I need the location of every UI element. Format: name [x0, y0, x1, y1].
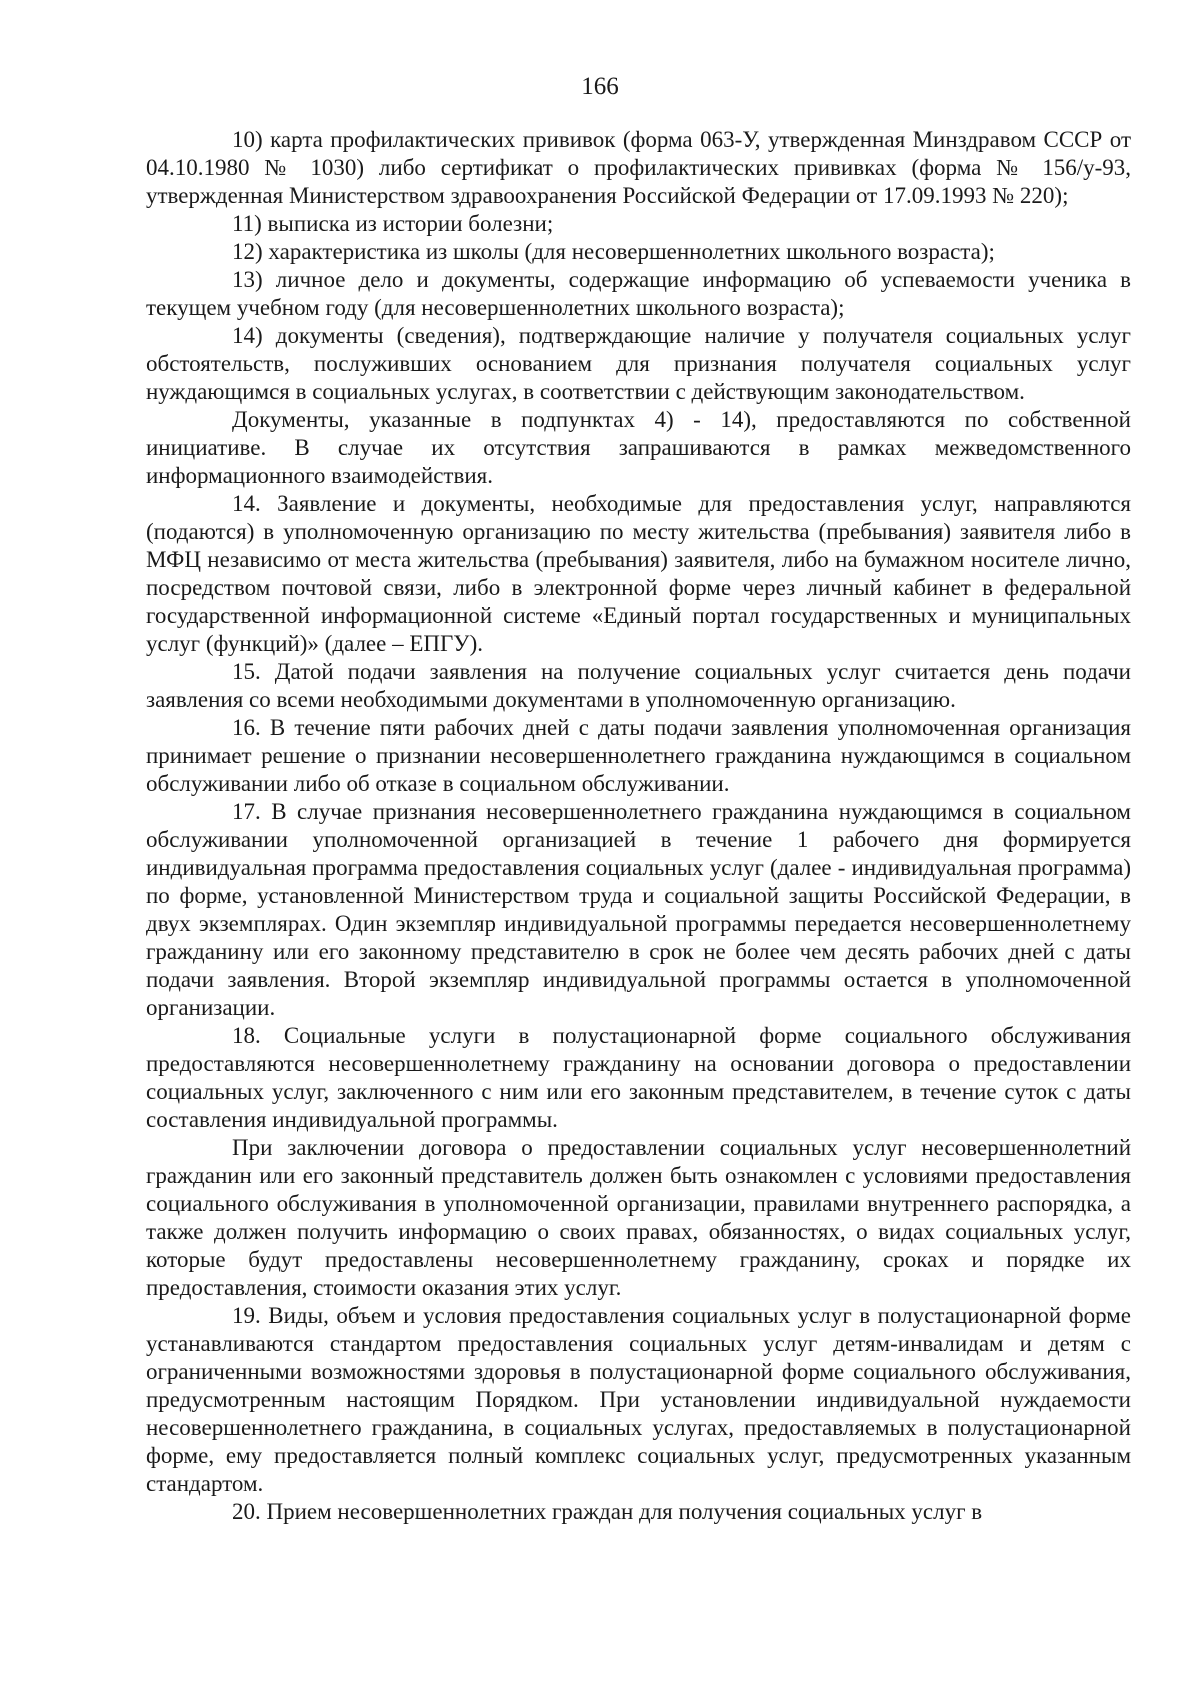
paragraph-clause-16: 16. В течение пяти рабочих дней с даты подачи заявления уполномоченная организация принимает решение о признании несовершеннолетнего гражданина нуждающимся в социальном обслуживании либо об отказе в социальном обслуживании. — [146, 715, 1131, 796]
page-number: 166 — [581, 73, 619, 100]
paragraph-item-11: 11) выписка из истории болезни; — [232, 211, 554, 236]
paragraph-item-12: 12) характеристика из школы (для несовершеннолетних школьного возраста); — [232, 239, 995, 264]
paragraph-clause-18: 18. Социальные услуги в полустационарной форме социального обслуживания предоставляются несовершеннолетнему гражданину на основании договора о предоставлении социальных услуг, заключенного с ним или его законным представителем, в течение суток с даты составления индивидуальной программы. — [146, 1023, 1131, 1132]
paragraph-clause-19: 19. Виды, объем и условия предоставления социальных услуг в полустационарной форме устанавливаются стандартом предоставления социальных услуг детям-инвалидам и детям с ограниченными возможностями здоровья в полустационарной форме социального обслуживания, предусмотренным настоящим Порядком. При установлении индивидуальной нуждаемости несовершеннолетнего гражданина, в социальных услугах, предоставляемых в полустационарной форме, ему предоставляется полный комплекс социальных услуг, предусмотренных указанным стандартом. — [146, 1303, 1131, 1496]
paragraph-documents-note: Документы, указанные в подпунктах 4) - 14), предоставляются по собственной инициативе. В случае их отсутствия запрашиваются в рамках межведомственного информационного взаимодействия. — [146, 407, 1131, 488]
paragraph-item-13: 13) личное дело и документы, содержащие информацию об успеваемости ученика в текущем учебном году (для несовершеннолетних школьного возраста); — [146, 267, 1131, 320]
paragraph-item-14: 14) документы (сведения), подтверждающие наличие у получателя социальных услуг обстоятельств, послуживших основанием для признания получателя социальных услуг нуждающимся в социальных услугах, в соответствии с действующим законодательством. — [146, 323, 1131, 404]
paragraph-clause-14: 14. Заявление и документы, необходимые для предоставления услуг, направляются (подаются) в уполномоченную организацию по месту жительства (пребывания) заявителя либо в МФЦ независимо от места жительства (пребывания) заявителя, либо на бумажном носителе лично, посредством почтовой связи, либо в электронной форме через личный кабинет в федеральной государственной информационной системе «Единый портал государственных и муниципальных услуг (функций)» (далее – ЕПГУ). — [146, 491, 1131, 656]
paragraph-item-10: 10) карта профилактических прививок (форма 063-У, утвержденная Минздравом СССР от 04.10.1980 № 1030) либо сертификат о профилактических прививках (форма № 156/у-93, утвержденная Министерством здравоохранения Российской Федерации от 17.09.1993 № 220); — [146, 127, 1131, 208]
paragraph-clause-20: 20. Прием несовершеннолетних граждан для получения социальных услуг в — [232, 1499, 983, 1524]
paragraph-clause-17: 17. В случае признания несовершеннолетнего гражданина нуждающимся в социальном обслуживании уполномоченной организацией в течение 1 рабочего дня формируется индивидуальная программа предоставления социальных услуг (далее - индивидуальная программа) по форме, установленной Министерством труда и социальной защиты Российской Федерации, в двух экземплярах. Один экземпляр индивидуальной программы передается несовершеннолетнему гражданину или его законному представителю в срок не более чем десять рабочих дней с даты подачи заявления. Второй экземпляр индивидуальной программы остается в уполномоченной организации. — [146, 799, 1131, 1020]
paragraph-clause-15: 15. Датой подачи заявления на получение социальных услуг считается день подачи заявления со всеми необходимыми документами в уполномоченную организацию. — [146, 659, 1131, 712]
paragraph-contract-note: При заключении договора о предоставлении социальных услуг несовершеннолетний гражданин или его законный представитель должен быть ознакомлен с условиями предоставления социального обслуживания в уполномоченной организации, правилами внутреннего распорядка, а также должен получить информацию о своих правах, обязанностях, о видах социальных услуг, которые будут предоставлены несовершеннолетнему гражданину, сроках и порядке их предоставления, стоимости оказания этих услуг. — [146, 1135, 1131, 1300]
document-body — [146, 126, 1131, 1526]
